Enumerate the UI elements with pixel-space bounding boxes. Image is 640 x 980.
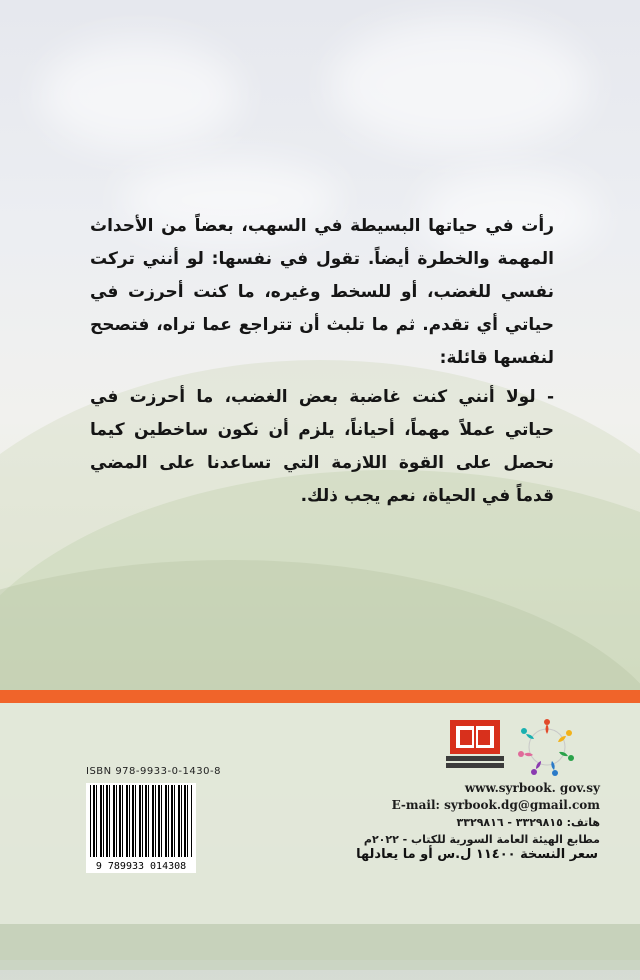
- isbn-label: ISBN 978-9933-0-1430-8: [86, 766, 221, 777]
- barcode: [86, 783, 196, 873]
- barcode-digits: 9 789933 014308: [95, 861, 187, 872]
- paragraph-2: - لولا أنني كنت غاضبة بعض الغضب، ما أحرزت في حياتي عملاً مهماً، أحياناً، يلزم أن نكون ساخطين كيما نحصل على القوة اللازمة التي تساعدنا على المضي قدماً في الحياة، نعم يجب ذلك.: [90, 387, 554, 506]
- email-link[interactable]: E-mail: syrbook.dg@gmail.com: [391, 798, 600, 812]
- publisher-info: [360, 780, 600, 848]
- accent-bar: [0, 690, 640, 703]
- printer-text: مطابع الهيئة العامة السورية للكتاب - ٢٠٢٢م: [363, 833, 600, 846]
- back-cover-text: [90, 210, 554, 513]
- hands-circle-logo-icon: [516, 716, 578, 778]
- phone-text: هاتف: ٣٣٢٩٨١٥ - ٣٣٢٩٨١٦: [456, 816, 600, 829]
- book-logo-icon: [446, 718, 504, 770]
- paragraph-1: رأت في حياتها البسيطة في السهب، بعضاً من الأحداث المهمة والخطرة أيضاً. تقول في نفسها: لو أنني تركت نفسي للغضب، أو للسخط وغيره، ما كنت أحرزت في حياتي أي تقدم. ثم ما تلبث أن تتراجع عما تراه، فتصحح لنفسها قائلة:: [90, 216, 554, 368]
- website-link[interactable]: www.syrbook. gov.sy: [464, 781, 600, 795]
- price-text: سعر النسخة ١١٤٠٠ ل.س أو ما يعادلها: [356, 847, 598, 862]
- barcode-bars: [90, 785, 192, 857]
